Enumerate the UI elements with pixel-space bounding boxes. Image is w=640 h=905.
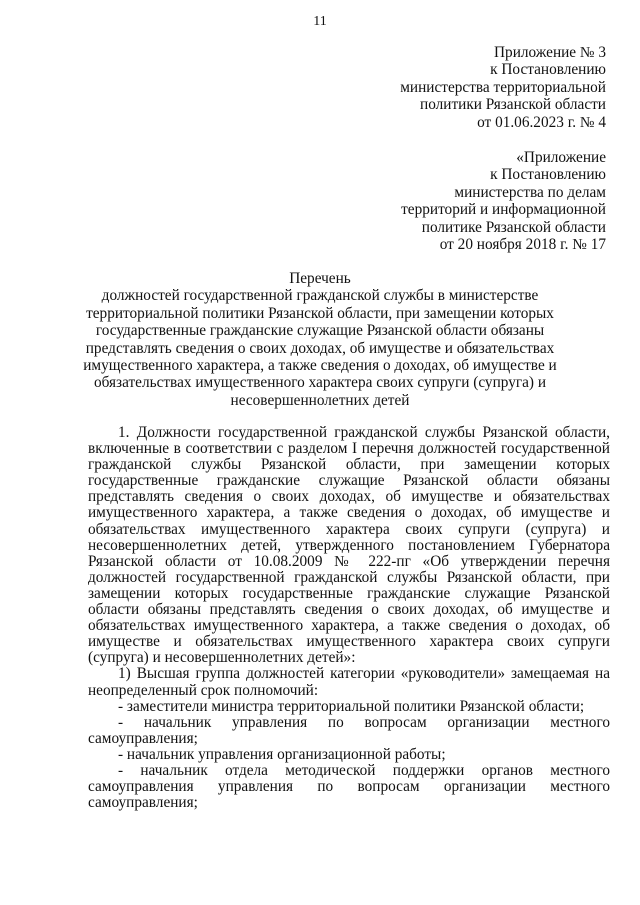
title-line: обязательствах имущественного характера своих супруги (супруга) и <box>93 374 547 392</box>
title-line: несовершеннолетних детей <box>230 391 410 409</box>
title-line: государственные гражданские служащие Рязанской области обязаны <box>95 322 545 340</box>
prior-header-line: к Постановлению <box>490 166 606 184</box>
appendix-header-line: к Постановлению <box>490 61 606 79</box>
prior-header-line: политике Рязанской области <box>421 218 606 236</box>
title-line: имущественного характера, а также сведения о доходах, об имуществе и <box>83 357 557 375</box>
title-line: территориальной политики Рязанской области, при замещении которых <box>86 304 554 322</box>
document-title <box>60 270 580 409</box>
appendix-header-line: от 01.06.2023 г. № 4 <box>477 113 606 131</box>
prior-appendix-header <box>401 149 606 253</box>
appendix-header-line: политики Рязанской области <box>420 96 606 114</box>
paragraph-1: 1. Должности государственной гражданской службы Рязанской области, включенные в соответствии с разделом I перечня должностей государственной гражданской службы Рязанской области, при замещении которых государственные гражданские служащие Рязанской области обязаны представлять сведения о своих доходах, об имуществе и обязательствах имущественного характера, а также сведения о доходах, об имуществе и обязательствах имущественного характера своих супруги (супруга) и несовершеннолетних детей, утвержденного постановлением Губернатора Рязанской области от 10.08.2009 № 222-пг «Об утверждении перечня должностей государственной гражданской службы Рязанской области, при замещении которых государственные гражданские служащие Рязанской области обязаны представлять сведения о своих доходах, об имуществе и обязательствах имущественного характера, а также сведения о доходах, об имуществе и обязательствах имущественного характера своих супруги (супруга) и несовершеннолетних детей»: <box>88 424 610 667</box>
document-body <box>88 425 610 811</box>
prior-header-line: от 20 ноября 2018 г. № 17 <box>439 236 606 254</box>
list-item: - начальник управления по вопросам организации местного самоуправления; <box>88 713 610 747</box>
title-line: должностей государственной гражданской службы в министерстве <box>101 287 539 305</box>
page-number: 11 <box>313 14 327 29</box>
prior-header-line: «Приложение <box>516 149 606 166</box>
list-item: - начальник отдела методической поддержки органов местного самоуправления управления по вопросам организации местного самоуправления; <box>88 761 610 812</box>
list-item: - заместители министра территориальной политики Рязанской области; <box>118 697 585 715</box>
appendix-header-line: министерства территориальной <box>400 78 606 96</box>
subitem-1: 1) Высшая группа должностей категории «руководители» замещаемая на неопределенный срок полномочий: <box>88 665 610 699</box>
appendix-header-line: Приложение № 3 <box>494 44 606 61</box>
title-heading: Перечень <box>289 270 351 287</box>
prior-header-line: министерства по делам <box>454 183 606 201</box>
appendix-header <box>400 44 606 131</box>
prior-header-line: территорий и информационной <box>401 201 606 219</box>
list-item: - начальник управления организационной работы; <box>118 745 446 763</box>
title-line: представлять сведения о своих доходах, об имуществе и обязательствах <box>85 339 555 357</box>
